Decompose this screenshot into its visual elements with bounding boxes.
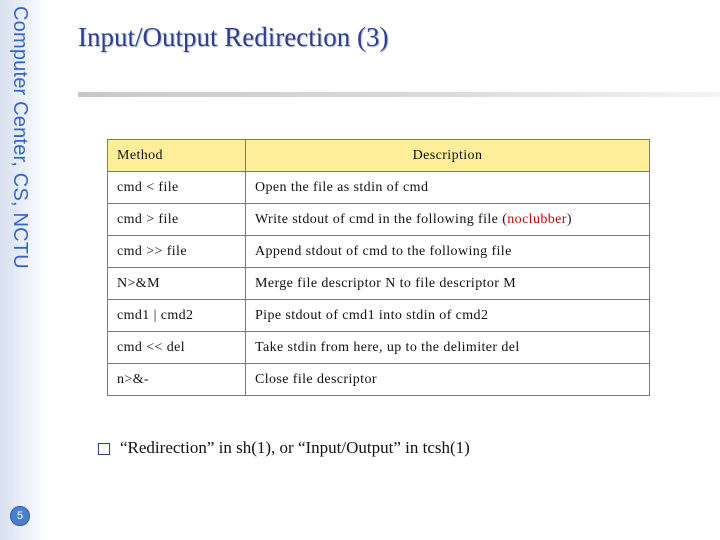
table-row (108, 332, 650, 364)
table-row (108, 172, 650, 204)
header-description: Description (246, 140, 650, 172)
description-cell: Open the file as stdin of cmd (246, 172, 650, 204)
description-cell: Take stdin from here, up to the delimiter del (246, 332, 650, 364)
bullet-text: “Redirection” in sh(1), or “Input/Output” in tcsh(1) (120, 438, 470, 457)
sidebar-label: Computer Center, CS, NCTU (9, 6, 31, 269)
description-cell: Append stdout of cmd to the following file (246, 236, 650, 268)
description-suffix: ) (566, 211, 572, 227)
redirection-table (107, 139, 650, 396)
table-row (108, 268, 650, 300)
sidebar (0, 0, 47, 540)
checkbox-bullet-icon (98, 443, 110, 455)
description-cell: Close file descriptor (246, 364, 650, 396)
slide-title: Input/Output Redirection (3) (78, 22, 389, 52)
noclubber-highlight: noclubber (507, 211, 567, 227)
table-header-row (108, 140, 650, 172)
description-cell (246, 204, 650, 236)
table-row (108, 300, 650, 332)
method-cell: cmd1 | cmd2 (108, 300, 246, 332)
header-method: Method (108, 140, 246, 172)
method-cell: N>&M (108, 268, 246, 300)
method-cell: cmd > file (108, 204, 246, 236)
description-cell: Pipe stdout of cmd1 into stdin of cmd2 (246, 300, 650, 332)
bullet-item (98, 438, 470, 458)
table-row (108, 204, 650, 236)
method-cell: cmd << del (108, 332, 246, 364)
method-cell: cmd < file (108, 172, 246, 204)
description-cell: Merge file descriptor N to file descriptor M (246, 268, 650, 300)
method-cell: cmd >> file (108, 236, 246, 268)
title-divider (78, 92, 720, 97)
table-row (108, 236, 650, 268)
page-number: 5 (10, 506, 30, 526)
method-cell: n>&- (108, 364, 246, 396)
table-row (108, 364, 650, 396)
description-text: Write stdout of cmd in the following file ( (255, 211, 508, 227)
